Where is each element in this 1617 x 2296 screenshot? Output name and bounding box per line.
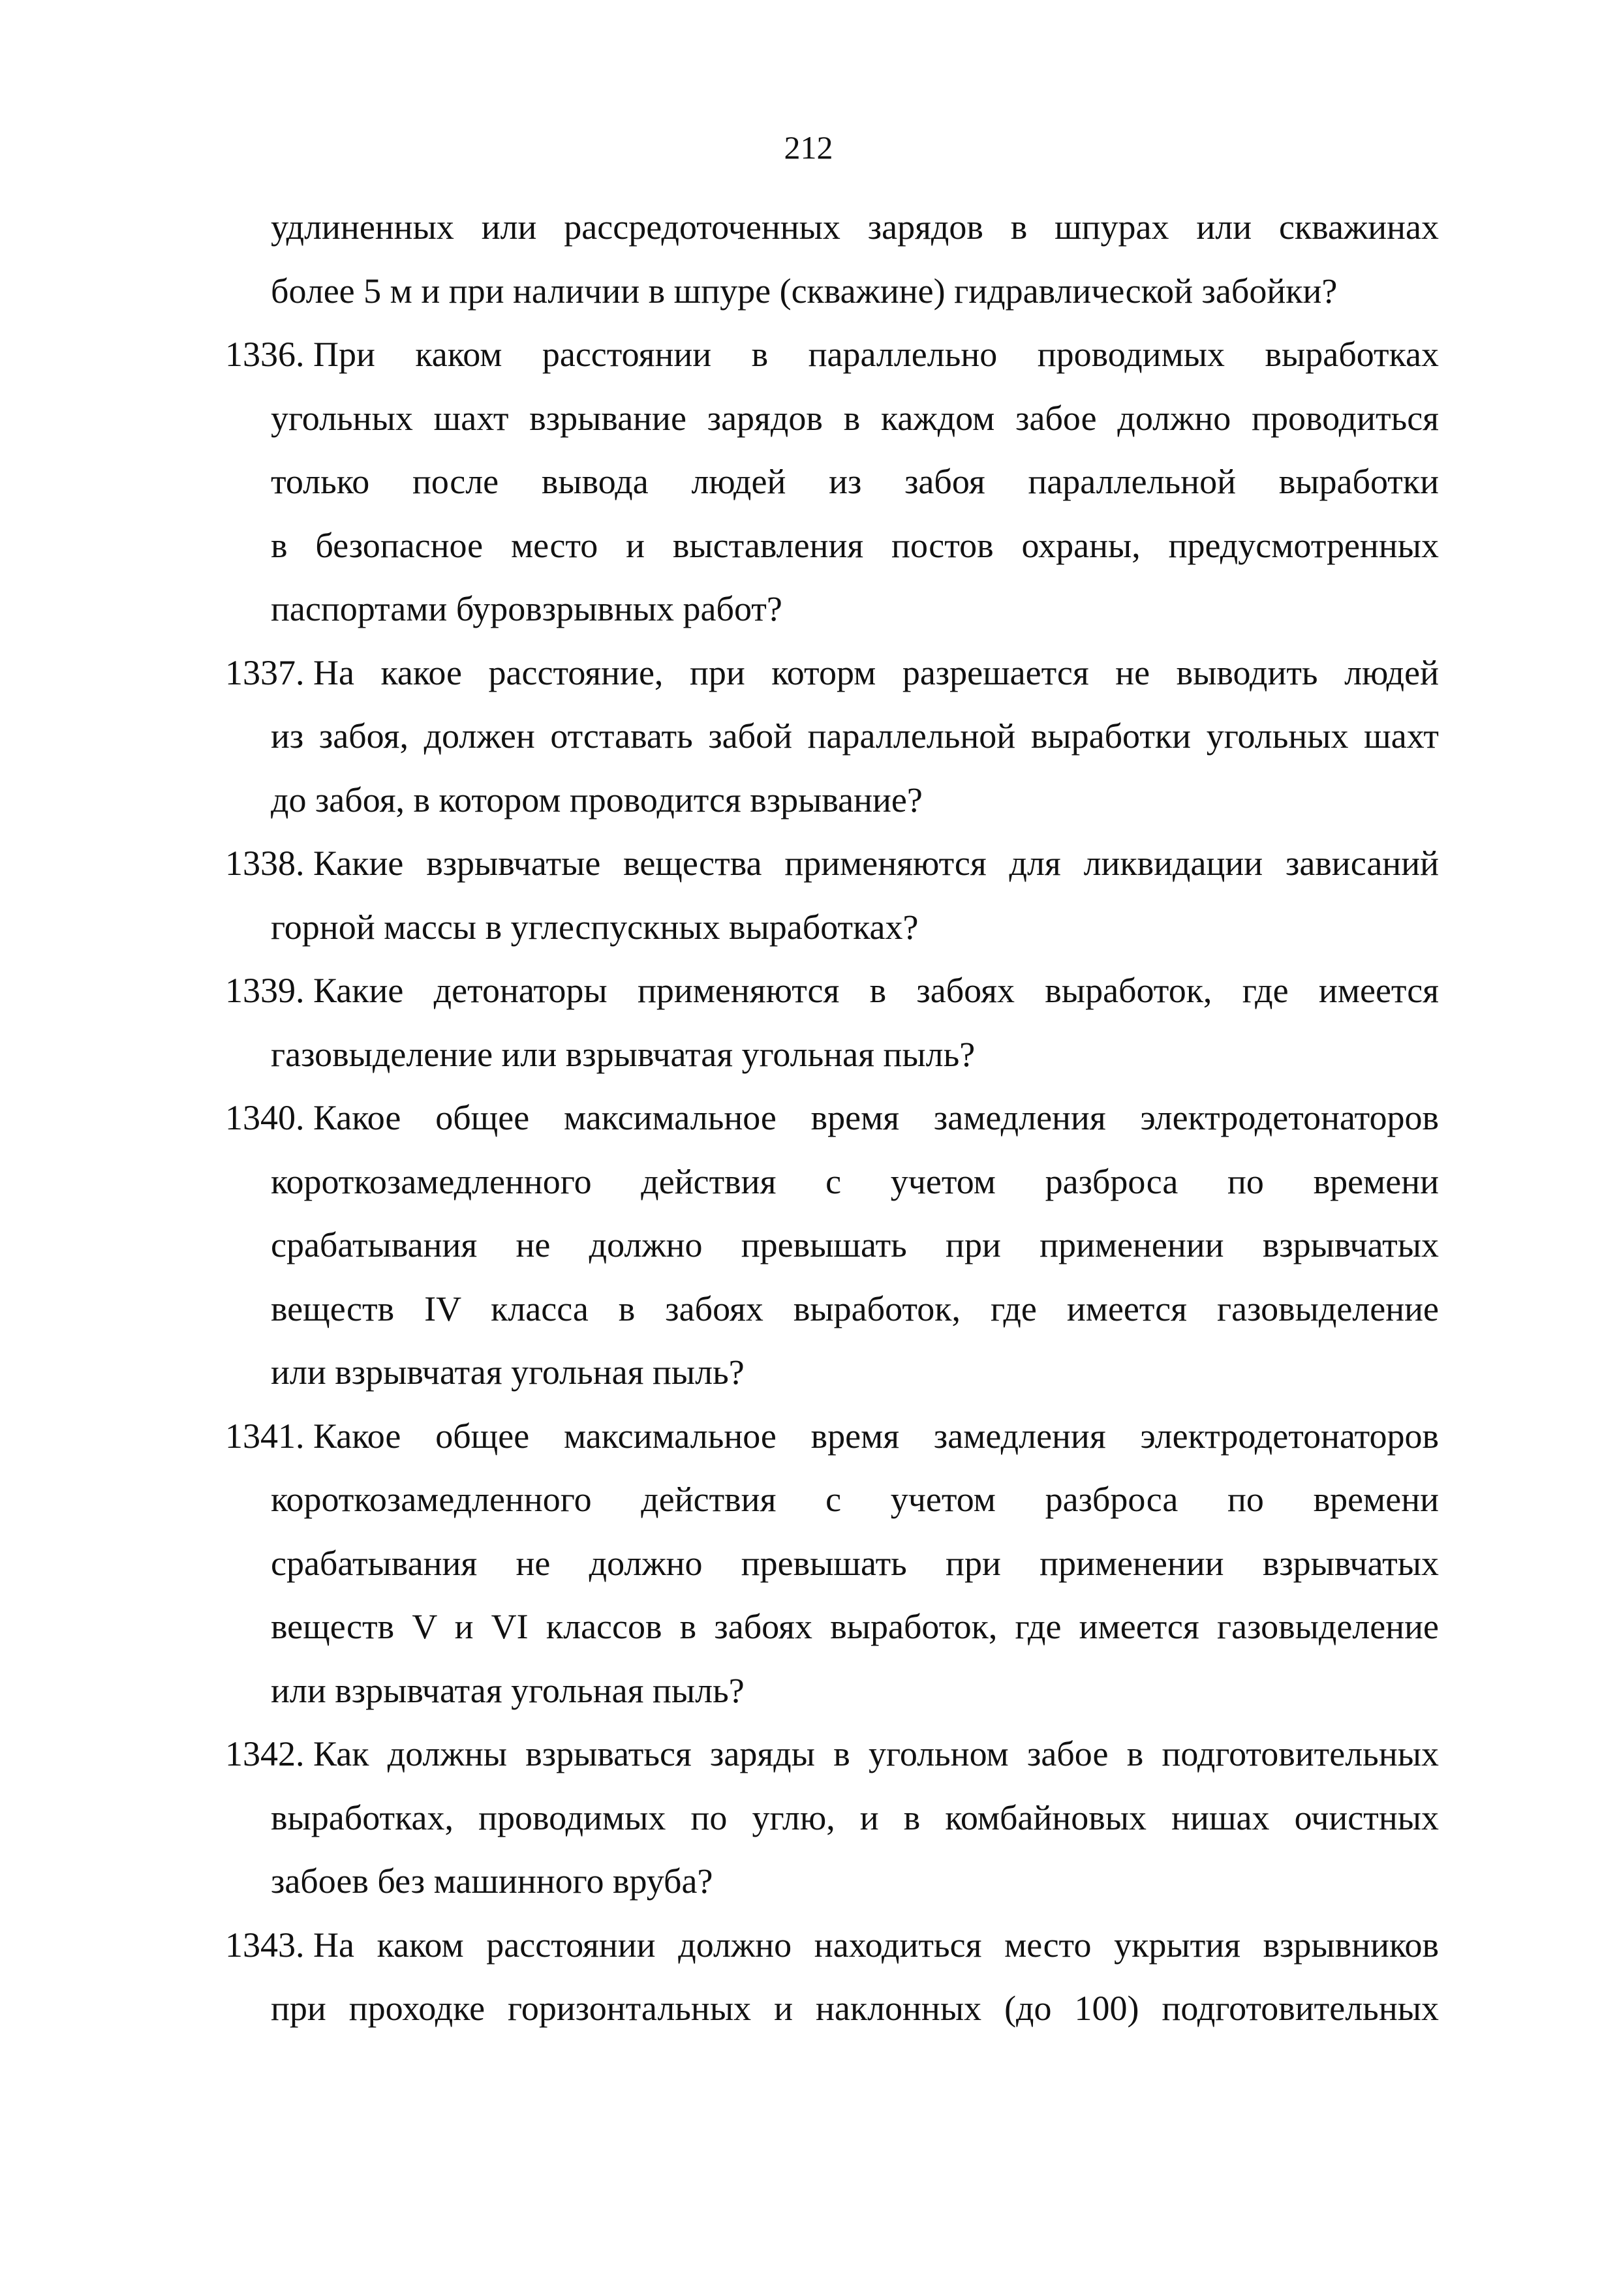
question-continuation: короткозамедленного действия с учетом разброса по времени <box>271 1480 1439 1519</box>
question-text: На какое расстояние, при которм разрешается не выводить людей <box>313 652 1439 692</box>
text-line <box>225 1659 1439 1723</box>
question-text: Как должны взрываться заряды в угольном забое в подготовительных <box>313 1734 1439 1773</box>
text-line <box>225 260 1439 324</box>
question-number: 1336. <box>225 335 305 374</box>
page-number: 212 <box>784 129 833 166</box>
question-continuation: при проходке горизонтальных и наклонных (до 100) подготовительных <box>271 1989 1439 2028</box>
question-text: Какое общее максимальное время замедления электродетонаторов <box>313 1416 1439 1456</box>
text-line <box>225 1023 1439 1087</box>
text-line <box>225 959 1439 1023</box>
question-text: На каком расстоянии должно находиться место укрытия взрывников <box>313 1925 1439 1965</box>
text-line <box>225 641 1439 705</box>
text-line <box>225 1914 1439 1978</box>
question-number: 1338. <box>225 844 305 883</box>
text-line <box>225 1278 1439 1341</box>
text-line <box>225 1532 1439 1596</box>
question-continuation: выработках, проводимых по углю, и в комбайновых нишах очистных <box>271 1798 1439 1837</box>
question-continuation: из забоя, должен отставать забой параллельной выработки угольных шахт <box>271 716 1439 756</box>
question-number: 1337. <box>225 652 305 692</box>
text-line <box>225 1150 1439 1214</box>
text-line <box>225 387 1439 451</box>
question-number: 1339. <box>225 971 305 1010</box>
question-continuation: срабатывания не должно превышать при применении взрывчатых <box>271 1543 1439 1583</box>
text-line <box>225 196 1439 260</box>
question-number: 1340. <box>225 1098 305 1137</box>
question-text: Какое общее максимальное время замедления электродетонаторов <box>313 1098 1439 1137</box>
text-line <box>225 577 1439 641</box>
question-continuation: веществ V и VI классов в забоях выработок, где имеется газовыделение <box>271 1607 1439 1646</box>
document-body <box>225 196 1439 2041</box>
question-continuation: угольных шахт взрывание зарядов в каждом забое должно проводиться <box>271 398 1439 438</box>
text-line <box>225 1405 1439 1469</box>
text-line <box>225 1468 1439 1532</box>
text-line <box>225 1086 1439 1150</box>
question-number: 1343. <box>225 1925 305 1965</box>
text-line <box>225 514 1439 578</box>
text-line <box>225 1341 1439 1405</box>
text-line <box>225 1595 1439 1659</box>
question-continuation: веществ IV класса в забоях выработок, где имеется газовыделение <box>271 1289 1439 1328</box>
question-number: 1341. <box>225 1416 305 1456</box>
question-continuation: короткозамедленного действия с учетом разброса по времени <box>271 1161 1439 1201</box>
question-continuation: или взрывчатая угольная пыль? <box>271 1670 745 1710</box>
question-text: Какие детонаторы применяются в забоях выработок, где имеется <box>313 971 1439 1010</box>
text-line <box>225 1850 1439 1914</box>
text-line <box>225 769 1439 833</box>
text-line <box>225 323 1439 387</box>
text-line <box>225 705 1439 769</box>
question-continuation: срабатывания не должно превышать при применении взрывчатых <box>271 1225 1439 1264</box>
text-line <box>225 832 1439 896</box>
text-line <box>225 450 1439 514</box>
question-continuation: забоев без машинного вруба? <box>271 1861 713 1901</box>
question-continuation: более 5 м и при наличии в шпуре (скважине) гидравлической забойки? <box>271 271 1338 311</box>
question-text: При каком расстоянии в параллельно проводимых выработках <box>313 335 1439 374</box>
text-line <box>225 1722 1439 1786</box>
question-continuation: горной массы в углеспускных выработках? <box>271 907 919 947</box>
question-continuation: паспортами буровзрывных работ? <box>271 589 782 628</box>
question-continuation: в безопасное место и выставления постов охраны, предусмотренных <box>271 525 1439 565</box>
question-continuation: газовыделение или взрывчатая угольная пыль? <box>271 1034 976 1074</box>
question-continuation: или взрывчатая угольная пыль? <box>271 1353 745 1392</box>
question-continuation: удлиненных или рассредоточенных зарядов в шпурах или скважинах <box>271 207 1439 247</box>
question-text: Какие взрывчатые вещества применяются для ликвидации зависаний <box>313 844 1439 883</box>
text-line <box>225 896 1439 960</box>
text-line <box>225 1786 1439 1850</box>
question-number: 1342. <box>225 1734 305 1773</box>
text-line <box>225 1214 1439 1278</box>
question-continuation: до забоя, в котором проводится взрывание? <box>271 780 923 819</box>
question-continuation: только после вывода людей из забоя параллельной выработки <box>271 462 1439 501</box>
text-line <box>225 1977 1439 2041</box>
